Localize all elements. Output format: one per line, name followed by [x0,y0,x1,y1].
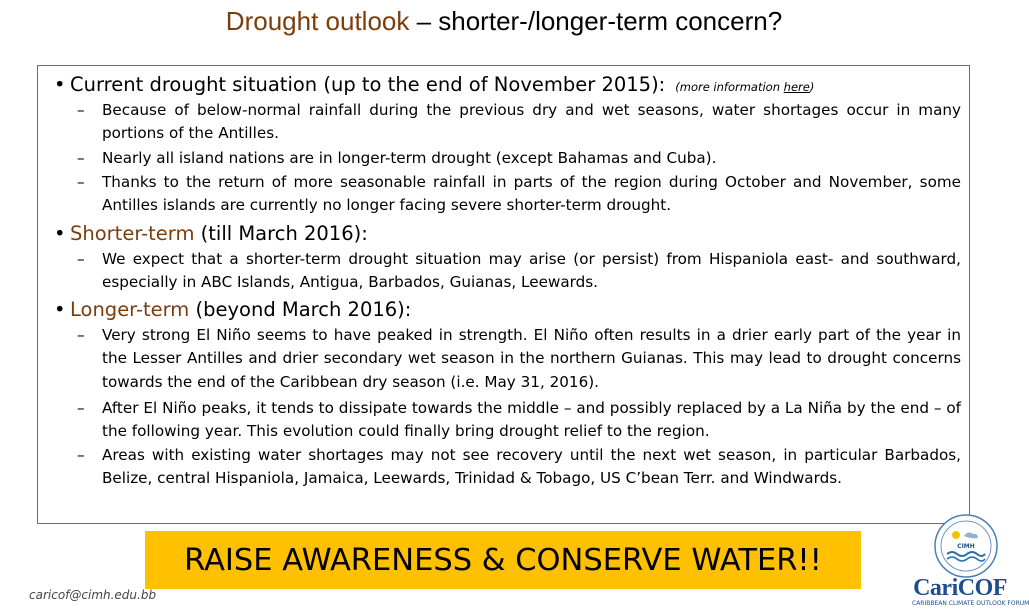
bullet-heading-rest: (till March 2016): [194,222,368,245]
sub-bullet [77,324,961,394]
bullet-dot: • [54,73,66,96]
note-suffix: ) [809,80,815,94]
contact-email: caricof@cimh.edu.bb [29,588,157,602]
conserve-water-banner: RAISE AWARENESS & CONSERVE WATER!! [145,531,861,589]
caricof-wordmark: CariCOF [913,575,1007,601]
dash-marker: – [77,446,85,464]
bullet-dot: • [54,222,66,245]
bullet-current-situation [54,73,954,99]
bullet-heading: Current drought situation (up to the end of November 2015): [70,73,666,96]
dash-marker: – [77,326,85,344]
cimh-seal-icon [912,510,1004,580]
title-highlight: Drought outlook [225,6,410,36]
more-info-link[interactable]: here [783,80,810,94]
sub-bullet [77,248,961,295]
sub-bullet-text: Nearly all island nations are in longer-term drought (except Bahamas and Cuba). [102,149,717,167]
seal-text: CIMH [957,543,975,550]
sub-bullet-text: We expect that a shorter-term drought situation may arise (or persist) from Hispaniola east- and southward, especially in ABC Islands, Antigua, Barbados, Guianas, Leewards. [102,250,961,292]
sub-bullet-text: Very strong El Niño seems to have peaked in strength. El Niño often results in a drier early part of the year in the Lesser Antilles and drier secondary wet season in the northern Guianas. This may lead to drought concerns towards the end of the Caribbean dry season (i.e. May 31, 2016). [102,326,961,391]
dash-marker: – [77,101,85,119]
sub-bullet-text: Because of below-normal rainfall during the previous dry and wet seasons, water shortages occur in many portions of the Antilles. [102,101,961,143]
caricof-subtitle: CARIBBEAN CLIMATE OUTLOOK FORUM [912,600,1029,607]
title-rest: – shorter-/longer-term concern? [409,6,783,36]
bullet-longer-term [54,298,954,322]
more-info-note [675,75,814,99]
sub-bullet [77,397,961,444]
sub-bullet [77,147,961,170]
dash-marker: – [77,250,85,268]
bullet-heading-rest: (beyond March 2016): [189,298,412,321]
dash-marker: – [77,399,85,417]
sub-bullet [77,171,961,218]
sub-bullet [77,99,961,146]
sub-bullet [77,444,961,491]
bullet-heading-highlight: Longer-term [70,298,190,321]
dash-marker: – [77,149,85,167]
dash-marker: – [77,173,85,191]
note-prefix: (more information [675,80,784,94]
bullet-dot: • [54,298,66,321]
sub-bullet-text: After El Niño peaks, it tends to dissipate towards the middle – and possibly replaced by a La Niña by the end – of the following year. This evolution could finally bring drought relief to the region. [102,399,961,441]
bullet-shorter-term [54,222,954,246]
sub-bullet-text: Areas with existing water shortages may not see recovery until the next wet season, in particular Barbados, Belize, central Hispaniola, Jamaica, Leewards, Trinidad & Tobago, US C’bean Terr. and Windwards. [102,446,961,488]
sub-bullet-text: Thanks to the return of more seasonable rainfall in parts of the region during October and November, some Antilles islands are currently no longer facing severe shorter-term drought. [102,173,961,215]
slide-title [0,6,1008,37]
bullet-heading-highlight: Shorter-term [70,222,195,245]
